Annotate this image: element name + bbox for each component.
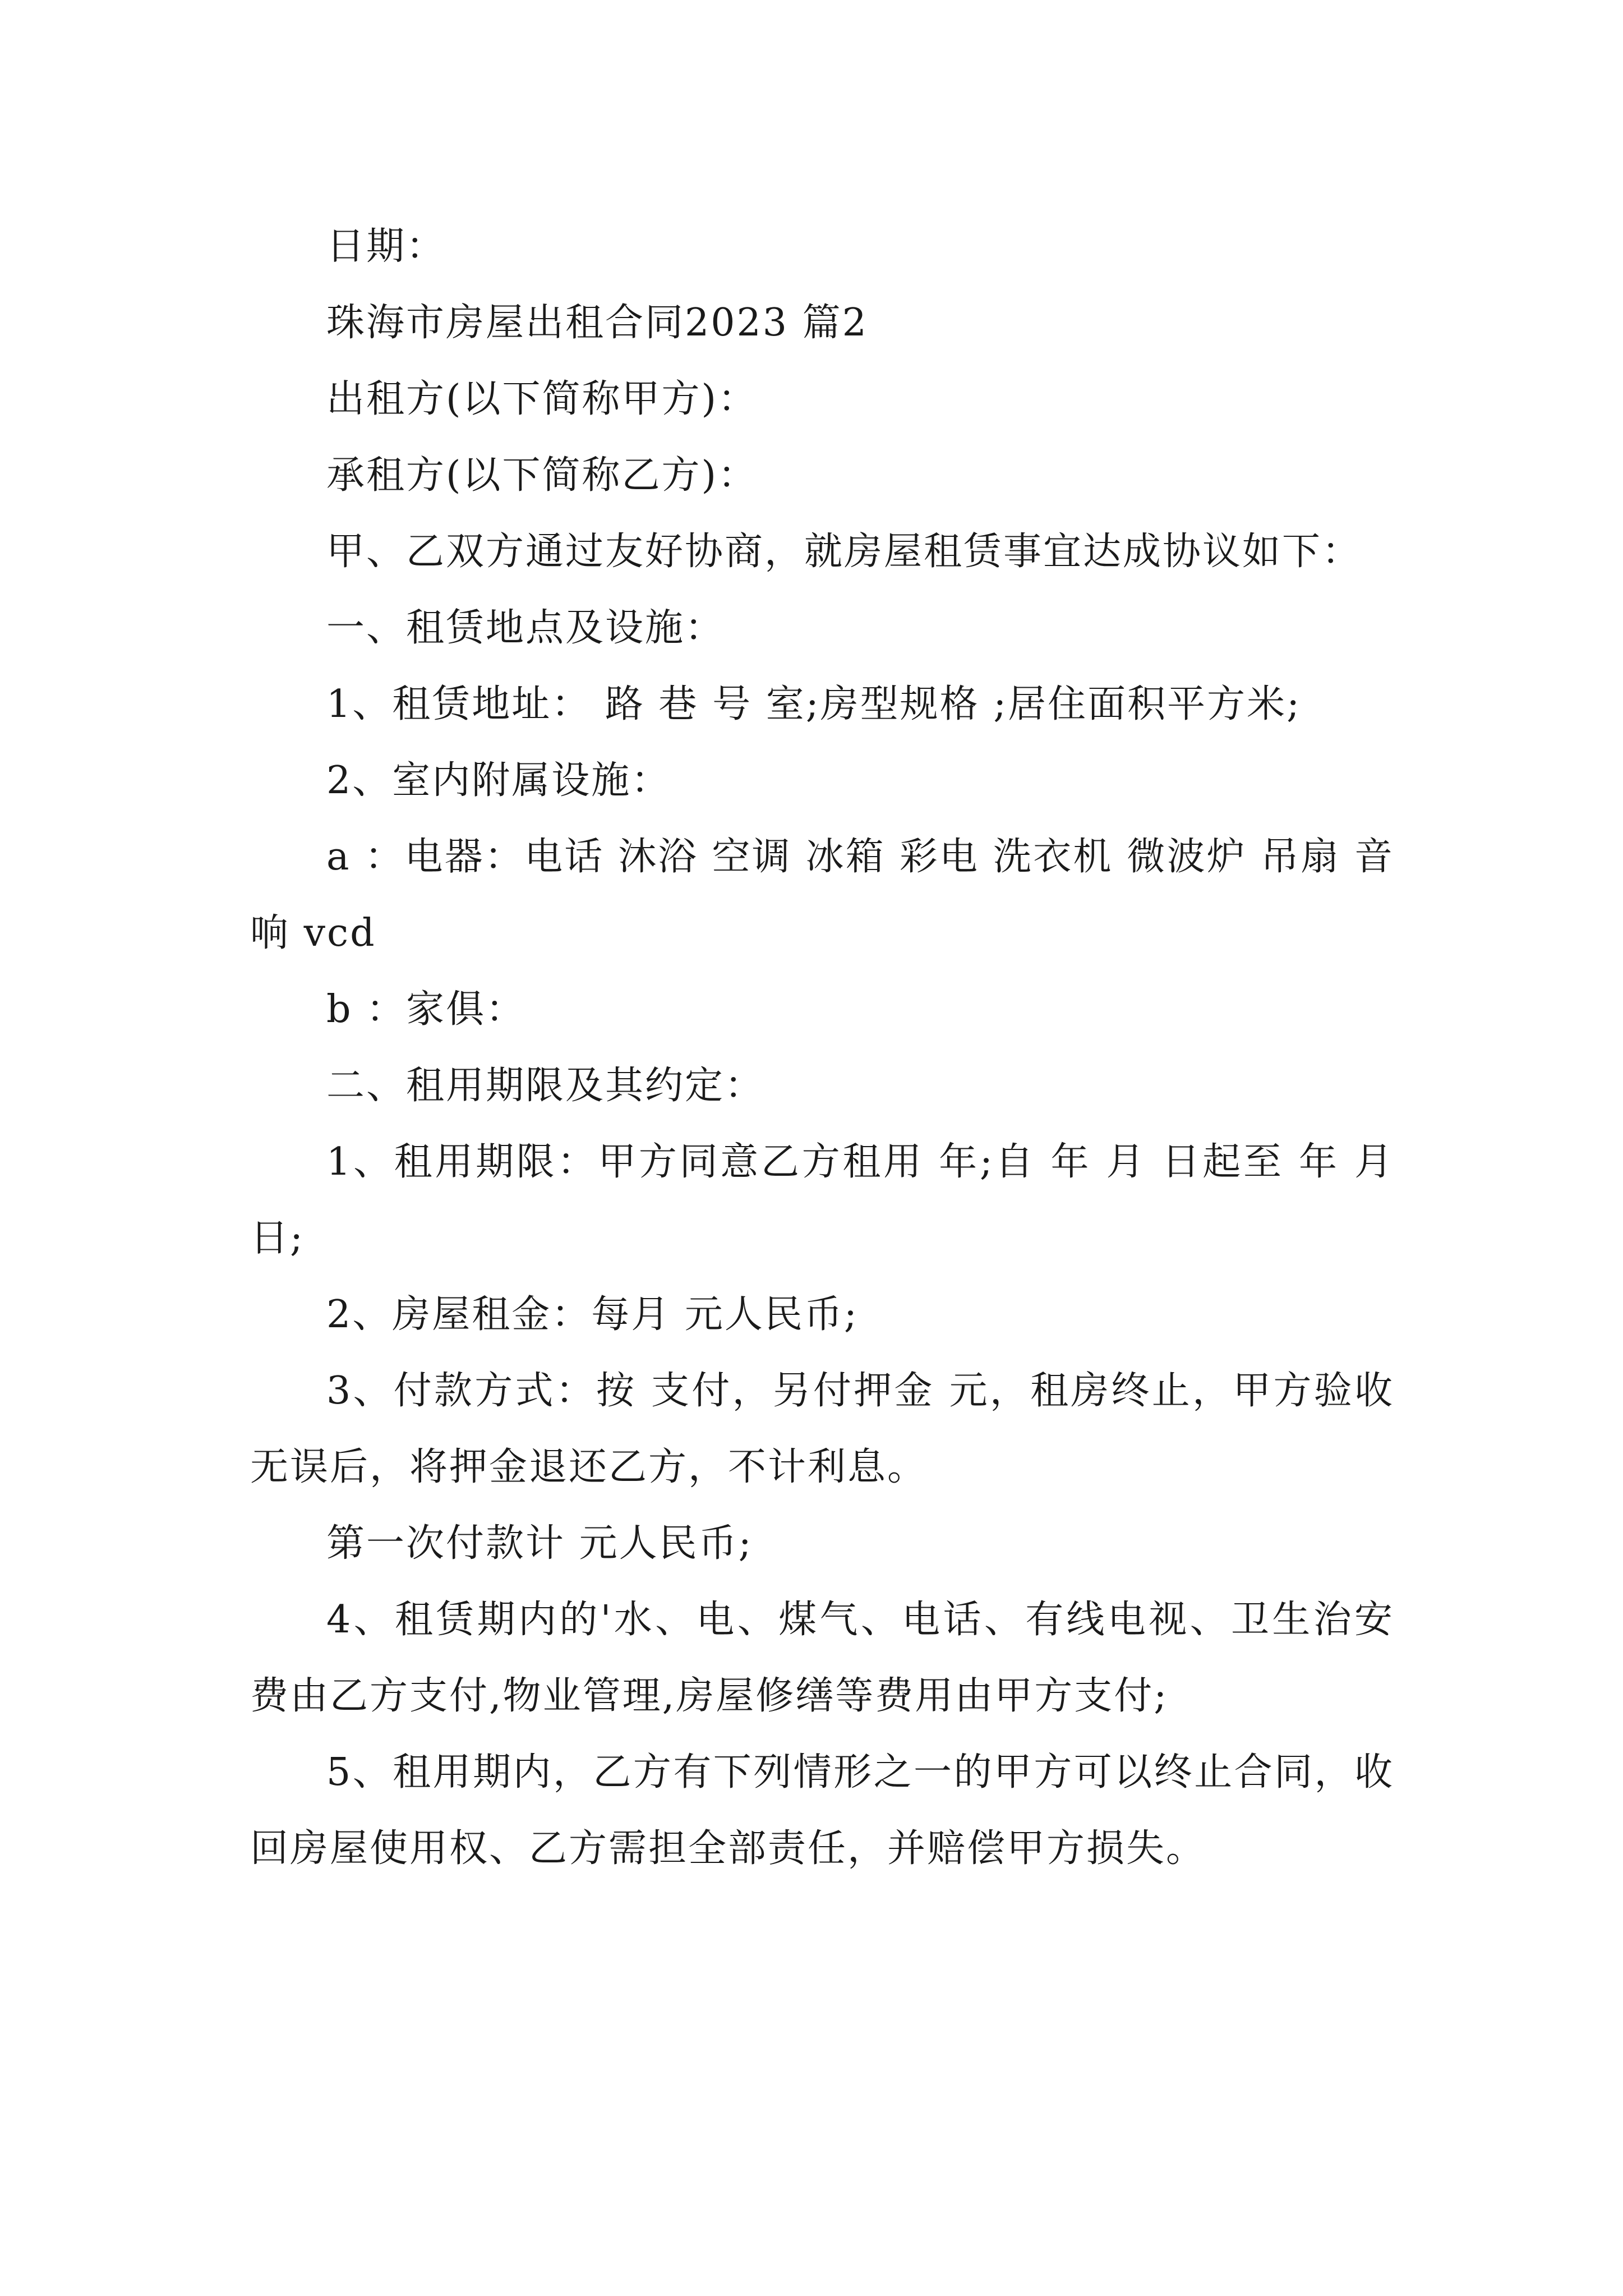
contract-title: 珠海市房屋出租合同2023 篇2 — [326, 301, 868, 345]
clause-furniture: b ：家俱： — [326, 987, 526, 1032]
section-heading-term: 二、租用期限及其约定： — [326, 1064, 765, 1108]
clause-payment: 3、付款方式：按 支付，另付押金 元，租房终止，甲方验收无误后，将押金退还乙方，不计利息。 — [250, 1369, 1394, 1489]
agreement-intro: 甲、乙双方通过友好协商，就房屋租赁事宜达成协议如下： — [326, 530, 1362, 574]
clause-rent: 2、房屋租金：每月 元人民币; — [326, 1292, 859, 1337]
lessor-line: 出租方(以下简称甲方)： — [326, 377, 758, 421]
clause-term: 1、租用期限：甲方同意乙方租用 年;自 年 月 日起至 年 月 日; — [250, 1140, 1394, 1260]
clause-termination: 5、租用期内，乙方有下列情形之一的甲方可以终止合同，收回房屋使用权、乙方需担全部责任，并赔偿甲方损失。 — [250, 1750, 1394, 1871]
clause-appliances: a ：电器：电话 沐浴 空调 冰箱 彩电 洗衣机 微波炉 吊扇 音响 vcd — [250, 835, 1394, 955]
date-line: 日期： — [326, 224, 446, 269]
clause-address: 1、租赁地址： 路 巷 号 室;房型规格 ;居住面积平方米; — [326, 682, 1302, 726]
clause-utilities: 4、租赁期内的'水、电、煤气、电话、有线电视、卫生治安费由乙方支付,物业管理,房屋修缮等费用由甲方支付; — [250, 1598, 1394, 1718]
section-heading-location: 一、租赁地点及设施： — [326, 606, 725, 650]
clause-facilities: 2、室内附属设施： — [326, 758, 671, 803]
lessee-line: 承租方(以下简称乙方)： — [326, 453, 758, 498]
document-body — [250, 209, 1394, 1887]
clause-first-payment: 第一次付款计 元人民币; — [326, 1521, 753, 1566]
